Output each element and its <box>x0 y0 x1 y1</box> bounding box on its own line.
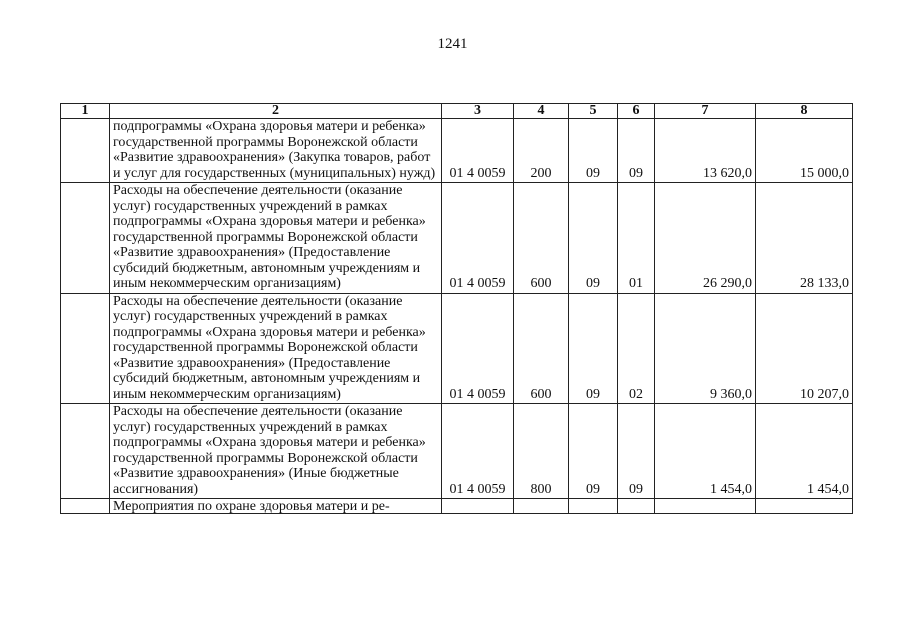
row-number-cell <box>61 404 110 499</box>
row-description: подпрограммы «Охрана здоровья матери и ребенка» государственной программы Воронежской области «Развитие здравоохранения» (Закупка товаров, работ и услуг для государственных (муниципальных) нужд) <box>110 119 442 183</box>
row-description-text: Мероприятия по охране здоровья матери и ре- <box>113 499 390 513</box>
row-description: Расходы на обеспечение деятельности (оказание услуг) государственных учреждений в рамках подпрограммы «Охрана здоровья матери и ребенка» государственной программы Воронежской области «Развитие здравоохранения» (Предоставление субсидий бюджетным, автономным учреждениям и иным некоммерческим организациям) <box>110 183 442 294</box>
row-description: Расходы на обеспечение деятельности (оказание услуг) государственных учреждений в рамках подпрограммы «Охрана здоровья матери и ребенка» государственной программы Воронежской области «Развитие здравоохранения» (Иные бюджетные ассигнования) <box>110 404 442 499</box>
header-col-4: 4 <box>514 104 569 119</box>
row-number-cell <box>61 499 110 514</box>
header-col-5: 5 <box>569 104 618 119</box>
target-article-code: 01 4 0059 <box>442 119 514 183</box>
header-col-1: 1 <box>61 104 110 119</box>
amount-col-8: 10 207,0 <box>756 293 853 404</box>
row-description <box>110 499 442 514</box>
table-row <box>61 404 853 499</box>
budget-table <box>60 103 853 514</box>
amount-col-7: 26 290,0 <box>655 183 756 294</box>
subsection-code: 09 <box>618 119 655 183</box>
subsection-code: 02 <box>618 293 655 404</box>
row-number-cell <box>61 183 110 294</box>
subsection-code: 09 <box>618 404 655 499</box>
expense-type-code: 600 <box>514 183 569 294</box>
page-number: 1241 <box>437 36 468 52</box>
target-article-code: 01 4 0059 <box>442 183 514 294</box>
table-row <box>61 499 853 514</box>
subsection-code: 01 <box>618 183 655 294</box>
header-col-8: 8 <box>756 104 853 119</box>
expense-type-code: 200 <box>514 119 569 183</box>
table-row <box>61 183 853 294</box>
amount-col-7: 1 454,0 <box>655 404 756 499</box>
header-row <box>61 104 853 119</box>
section-code: 09 <box>569 183 618 294</box>
header-col-7: 7 <box>655 104 756 119</box>
row-description: Расходы на обеспечение деятельности (оказание услуг) государственных учреждений в рамках подпрограммы «Охрана здоровья матери и ребенка» государственной программы Воронежской области «Развитие здравоохранения» (Предоставление субсидий бюджетным, автономным учреждениям и иным некоммерческим организациям) <box>110 293 442 404</box>
amount-col-8: 1 454,0 <box>756 404 853 499</box>
expense-type-code <box>514 499 569 514</box>
expense-type-code: 600 <box>514 293 569 404</box>
amount-col-8: 28 133,0 <box>756 183 853 294</box>
header-col-2: 2 <box>110 104 442 119</box>
header-col-6: 6 <box>618 104 655 119</box>
section-code: 09 <box>569 404 618 499</box>
amount-col-8: 15 000,0 <box>756 119 853 183</box>
section-code: 09 <box>569 293 618 404</box>
table-row <box>61 119 853 183</box>
target-article-code <box>442 499 514 514</box>
header-col-3: 3 <box>442 104 514 119</box>
amount-col-8 <box>756 499 853 514</box>
table-row <box>61 293 853 404</box>
section-code: 09 <box>569 119 618 183</box>
row-number-cell <box>61 119 110 183</box>
target-article-code: 01 4 0059 <box>442 404 514 499</box>
section-code <box>569 499 618 514</box>
subsection-code <box>618 499 655 514</box>
expense-type-code: 800 <box>514 404 569 499</box>
amount-col-7 <box>655 499 756 514</box>
amount-col-7: 13 620,0 <box>655 119 756 183</box>
amount-col-7: 9 360,0 <box>655 293 756 404</box>
target-article-code: 01 4 0059 <box>442 293 514 404</box>
row-number-cell <box>61 293 110 404</box>
